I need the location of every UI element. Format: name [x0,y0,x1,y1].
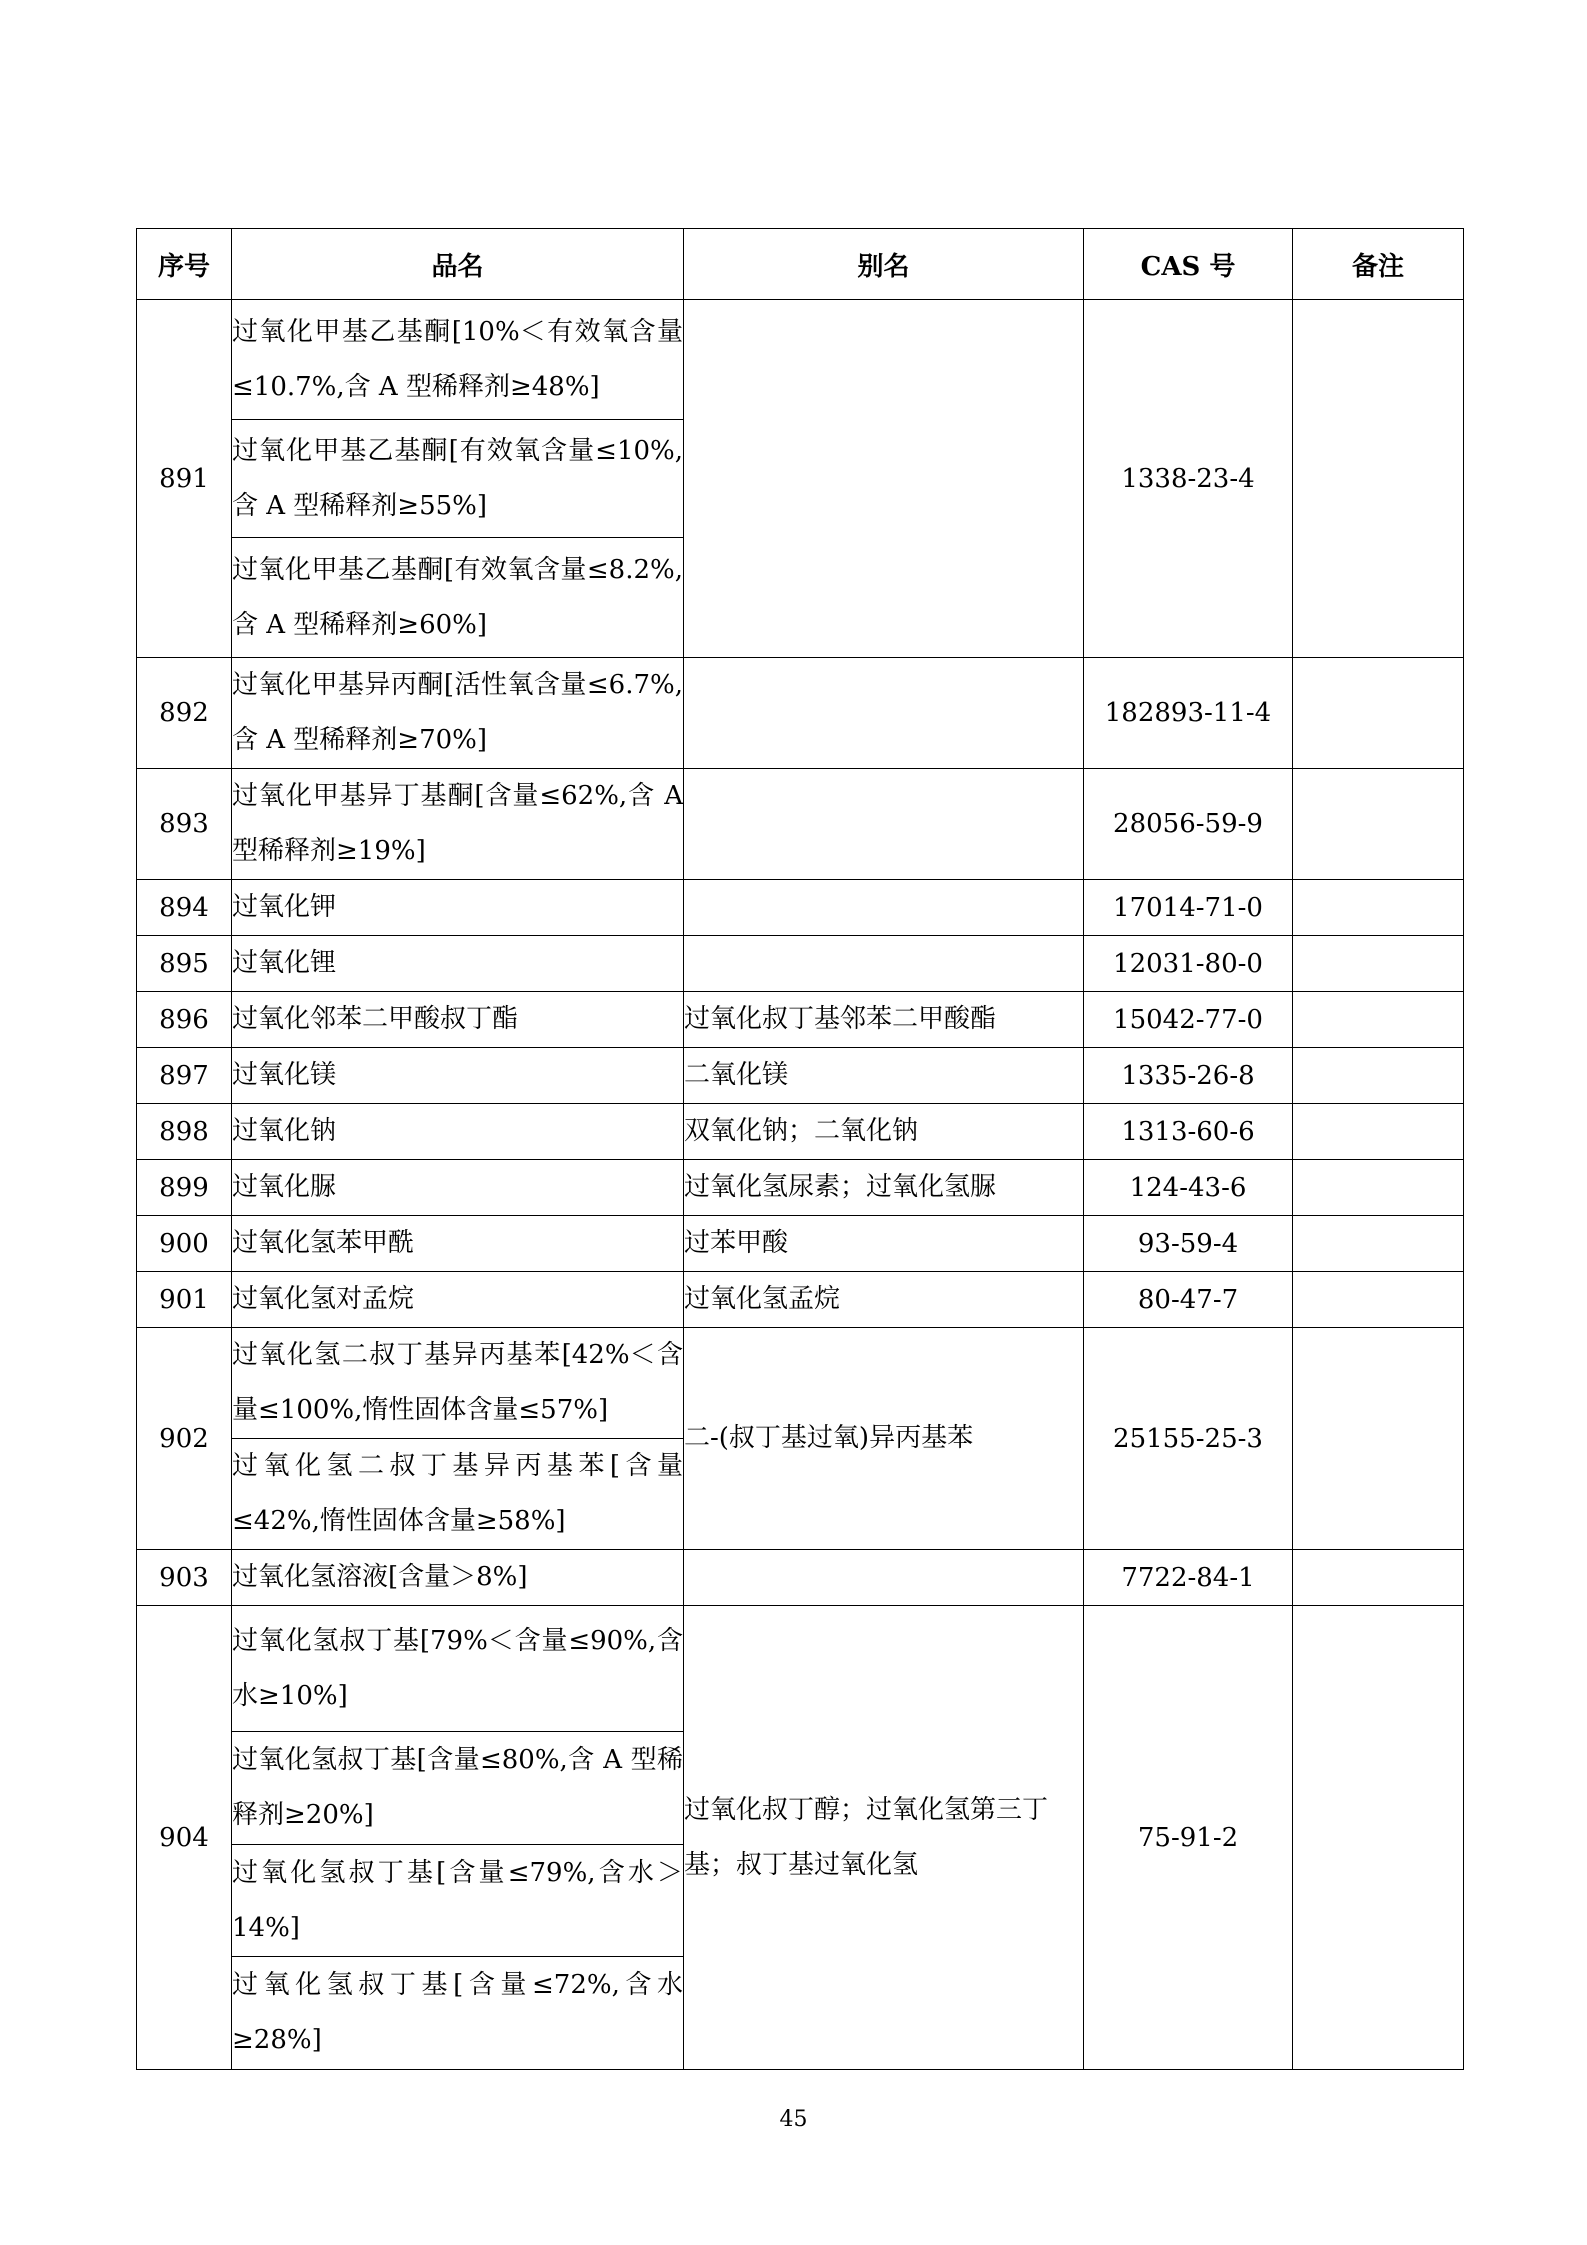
header-cas: CAS 号 [1084,229,1293,300]
row-name: 过氧化氢溶液[含量＞8%] [232,1550,684,1606]
table-row [137,992,1464,1048]
table-row [137,1216,1464,1272]
row-seq: 898 [137,1104,232,1160]
chemical-table [136,228,1464,2070]
row-remark [1293,1606,1464,2070]
row-name: 过氧化邻苯二甲酸叔丁酯 [232,992,684,1048]
row-seq: 901 [137,1272,232,1328]
row-alias: 过氧化叔丁基邻苯二甲酸酯 [684,992,1084,1048]
row-seq: 895 [137,936,232,992]
row-cas: 12031-80-0 [1084,936,1293,992]
row-name: 过氧化氢叔丁基[含量≤72%,含水≥28%] [232,1957,684,2070]
table-row [137,1328,1464,1439]
row-seq: 893 [137,769,232,880]
row-name: 过氧化氢苯甲酰 [232,1216,684,1272]
row-name: 过氧化脲 [232,1160,684,1216]
row-seq: 903 [137,1550,232,1606]
row-remark [1293,1328,1464,1550]
row-cas: 93-59-4 [1084,1216,1293,1272]
row-cas: 17014-71-0 [1084,880,1293,936]
row-name: 过氧化甲基异丁基酮[含量≤62%,含 A 型稀释剂≥19%] [232,769,684,880]
row-remark [1293,1048,1464,1104]
row-cas: 182893-11-4 [1084,658,1293,769]
row-alias: 过苯甲酸 [684,1216,1084,1272]
row-name: 过氧化氢叔丁基[79%＜含量≤90%,含水≥10%] [232,1606,684,1732]
row-seq: 899 [137,1160,232,1216]
row-alias [684,1550,1084,1606]
row-name: 过氧化氢叔丁基[含量≤80%,含 A 型稀释剂≥20%] [232,1732,684,1845]
row-name: 过氧化甲基乙基酮[10%＜有效氧含量 ≤10.7%,含 A 型稀释剂≥48%] [232,300,684,420]
row-cas: 25155-25-3 [1084,1328,1293,1550]
row-cas: 15042-77-0 [1084,992,1293,1048]
row-cas: 1338-23-4 [1084,300,1293,658]
row-name: 过氧化锂 [232,936,684,992]
row-seq: 892 [137,658,232,769]
row-remark [1293,1272,1464,1328]
row-alias [684,936,1084,992]
header-name: 品名 [232,229,684,300]
row-name: 过氧化氢对孟烷 [232,1272,684,1328]
row-remark [1293,1160,1464,1216]
table-row [137,1550,1464,1606]
row-alias [684,769,1084,880]
header-alias: 别名 [684,229,1084,300]
row-cas: 124-43-6 [1084,1160,1293,1216]
row-remark [1293,1550,1464,1606]
table-row [137,880,1464,936]
table-row [137,1272,1464,1328]
page-number: 45 [779,2107,808,2132]
row-cas: 75-91-2 [1084,1606,1293,2070]
row-cas: 1313-60-6 [1084,1104,1293,1160]
row-cas: 1335-26-8 [1084,1048,1293,1104]
row-name: 过氧化钾 [232,880,684,936]
row-seq: 891 [137,300,232,658]
row-remark [1293,300,1464,658]
row-remark [1293,992,1464,1048]
row-alias: 双氧化钠；二氧化钠 [684,1104,1084,1160]
row-seq: 896 [137,992,232,1048]
header-seq: 序号 [137,229,232,300]
row-alias: 二氧化镁 [684,1048,1084,1104]
row-remark [1293,1104,1464,1160]
table-row [137,1104,1464,1160]
row-remark [1293,769,1464,880]
row-name: 过氧化氢二叔丁基异丙基苯[42%＜含量≤100%,惰性固体含量≤57%] [232,1328,684,1439]
header-remark: 备注 [1293,229,1464,300]
table-row [137,1048,1464,1104]
row-alias [684,880,1084,936]
row-seq: 902 [137,1328,232,1550]
row-name: 过氧化镁 [232,1048,684,1104]
row-cas: 80-47-7 [1084,1272,1293,1328]
row-name: 过氧化氢叔丁基[含量≤79%,含水＞14%] [232,1845,684,1957]
row-seq: 897 [137,1048,232,1104]
row-alias: 过氧化叔丁醇；过氧化氢第三丁基；叔丁基过氧化氢 [684,1606,1084,2070]
row-alias [684,658,1084,769]
row-name: 过氧化钠 [232,1104,684,1160]
row-name: 过氧化甲基乙基酮[有效氧含量≤10%,含 A 型稀释剂≥55%] [232,420,684,538]
table-row [137,300,1464,420]
row-remark [1293,880,1464,936]
table-row [137,1160,1464,1216]
row-remark [1293,936,1464,992]
row-seq: 894 [137,880,232,936]
table-row [137,658,1464,769]
row-name: 过氧化甲基异丙酮[活性氧含量≤6.7%,含 A 型稀释剂≥70%] [232,658,684,769]
row-name: 过氧化甲基乙基酮[有效氧含量≤8.2%,含 A 型稀释剂≥60%] [232,538,684,658]
table-row [137,769,1464,880]
row-alias: 过氧化氢孟烷 [684,1272,1084,1328]
row-alias [684,300,1084,658]
table-row [137,936,1464,992]
row-alias: 二-(叔丁基过氧)异丙基苯 [684,1328,1084,1550]
row-seq: 900 [137,1216,232,1272]
row-remark [1293,658,1464,769]
row-seq: 904 [137,1606,232,2070]
row-cas: 7722-84-1 [1084,1550,1293,1606]
row-alias: 过氧化氢尿素；过氧化氢脲 [684,1160,1084,1216]
row-name: 过氧化氢二叔丁基异丙基苯[含量≤42%,惰性固体含量≥58%] [232,1439,684,1550]
row-cas: 28056-59-9 [1084,769,1293,880]
row-remark [1293,1216,1464,1272]
header-row [137,229,1464,300]
table-row [137,1606,1464,1732]
